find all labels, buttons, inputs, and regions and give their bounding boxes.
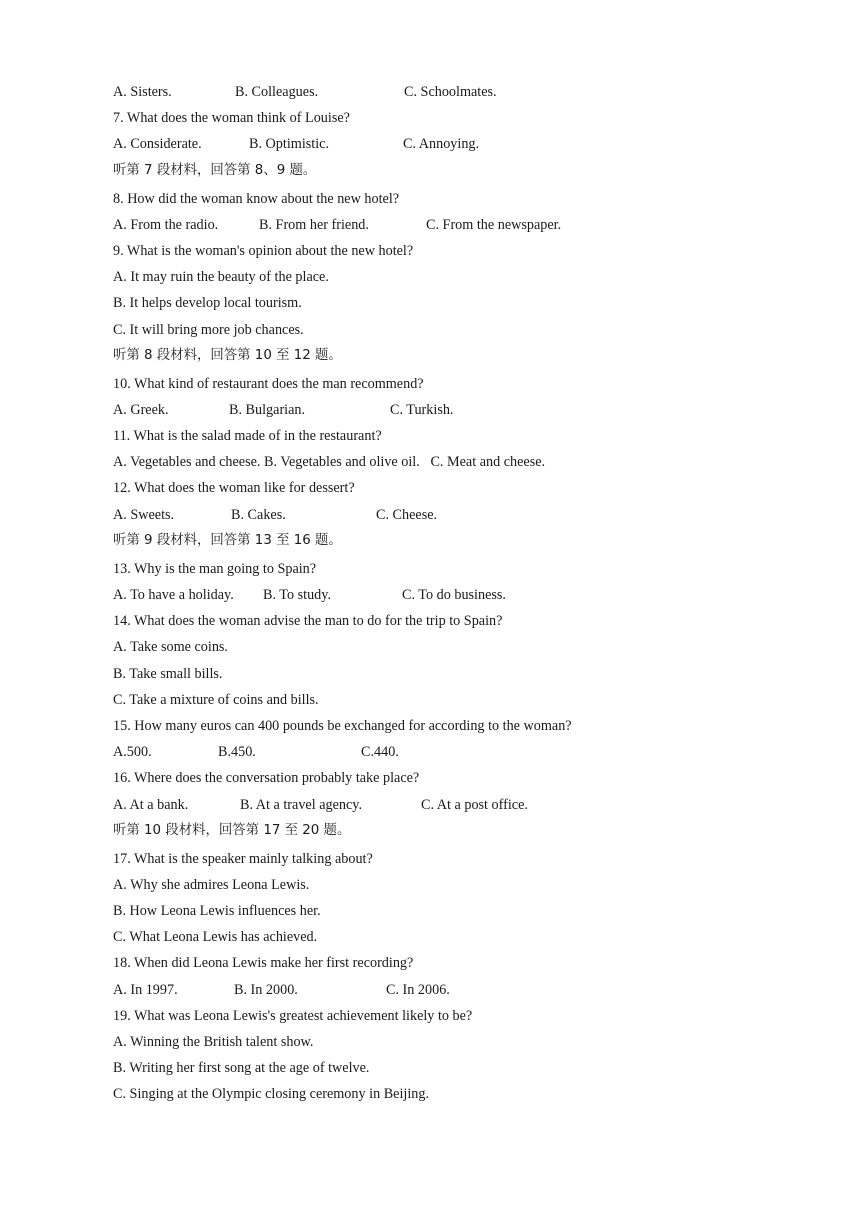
document-page: [113, 82, 813, 1111]
question-text: 18. When did Leona Lewis make her first recording?: [113, 955, 414, 972]
option-text: C. It will bring more job chances.: [113, 321, 304, 338]
options-row: [113, 795, 813, 821]
option-text: C. Turkish.: [390, 401, 454, 418]
options-row: [113, 742, 813, 768]
section-instruction: 听第 9 段材料，回答第 13 至 16 题。: [113, 532, 342, 548]
option-text: A. Take some coins.: [113, 639, 228, 656]
option-text: B. In 2000.: [234, 981, 298, 998]
option-text: C. Cheese.: [376, 506, 438, 523]
option-text: C. Schoolmates.: [404, 84, 497, 100]
option-text: A. Sweets.: [113, 506, 175, 523]
option-text: C. What Leona Lewis has achieved.: [113, 929, 318, 946]
question-text: 16. Where does the conversation probably take place?: [113, 770, 420, 787]
option-text: B. Optimistic.: [249, 136, 330, 153]
option-text: B. How Leona Lewis influences her.: [113, 903, 321, 920]
option-text: C. Take a mixture of coins and bills.: [113, 691, 319, 708]
option-text: A. Greek.: [113, 401, 169, 418]
option-text: B. At a travel agency.: [240, 796, 362, 813]
option-text: A. At a bank.: [113, 796, 189, 813]
option-text: C. Meat and cheese.: [430, 454, 546, 471]
options-row: [113, 215, 813, 241]
question-text: 9. What is the woman's opinion about the new hotel?: [113, 242, 414, 259]
option-text: B. From her friend.: [259, 216, 369, 233]
question-text: 15. How many euros can 400 pounds be exchanged for according to the woman?: [113, 717, 572, 734]
option-text: A. Winning the British talent show.: [113, 1034, 314, 1050]
option-text: B. To study.: [263, 587, 331, 603]
option-text: B. Writing her first song at the age of twelve.: [113, 1060, 370, 1077]
option-text: B.450.: [218, 744, 256, 761]
option-text: A. To have a holiday.: [113, 587, 234, 603]
option-text: B. Bulgarian.: [229, 401, 306, 418]
question-text: 13. Why is the man going to Spain?: [113, 560, 317, 577]
question-text: 17. What is the speaker mainly talking about?: [113, 850, 373, 867]
option-text: A. From the radio.: [113, 216, 219, 233]
option-text: B. Vegetables and olive oil.: [264, 454, 420, 471]
option-text: C.440.: [361, 744, 399, 761]
option-text: C. At a post office.: [421, 796, 528, 813]
question-text: 10. What kind of restaurant does the man recommend?: [113, 375, 424, 392]
option-text: B. Take small bills.: [113, 665, 223, 682]
options-row: [113, 82, 813, 108]
options-row: [113, 505, 813, 531]
options-row: [113, 134, 813, 160]
question-text: 12. What does the woman like for dessert?: [113, 480, 355, 497]
options-row: [113, 585, 813, 611]
option-text: A. Sisters.: [113, 84, 172, 100]
section-instruction: 听第 8 段材料，回答第 10 至 12 题。: [113, 347, 342, 363]
section-instruction: 听第 7 段材料，回答第 8、9 题。: [113, 162, 317, 178]
question-text: 19. What was Leona Lewis's greatest achievement likely to be?: [113, 1007, 473, 1024]
option-text: A. Why she admires Leona Lewis.: [113, 876, 310, 893]
option-text: C. In 2006.: [386, 981, 450, 998]
option-text: C. Annoying.: [403, 136, 480, 153]
question-text: 14. What does the woman advise the man to do for the trip to Spain?: [113, 613, 503, 630]
options-row: [113, 400, 813, 426]
option-text: A. In 1997.: [113, 981, 178, 998]
option-text: C. To do business.: [402, 587, 506, 603]
option-text: C. From the newspaper.: [426, 216, 562, 233]
options-row: [113, 980, 813, 1006]
options-row: [113, 452, 813, 478]
section-instruction: 听第 10 段材料，回答第 17 至 20 题。: [113, 822, 351, 838]
question-text: 7. What does the woman think of Louise?: [113, 110, 350, 127]
question-text: 11. What is the salad made of in the restaurant?: [113, 428, 382, 445]
option-text: A.500.: [113, 744, 152, 761]
option-text: B. Colleagues.: [235, 84, 319, 100]
option-text: C. Singing at the Olympic closing ceremony in Beijing.: [113, 1086, 430, 1103]
option-text: A. Considerate.: [113, 136, 202, 153]
question-text: 8. How did the woman know about the new hotel?: [113, 190, 400, 207]
option-text: A. Vegetables and cheese.: [113, 454, 261, 471]
option-text: B. Cakes.: [231, 506, 286, 523]
option-text: A. It may ruin the beauty of the place.: [113, 269, 329, 286]
option-text: B. It helps develop local tourism.: [113, 295, 302, 312]
